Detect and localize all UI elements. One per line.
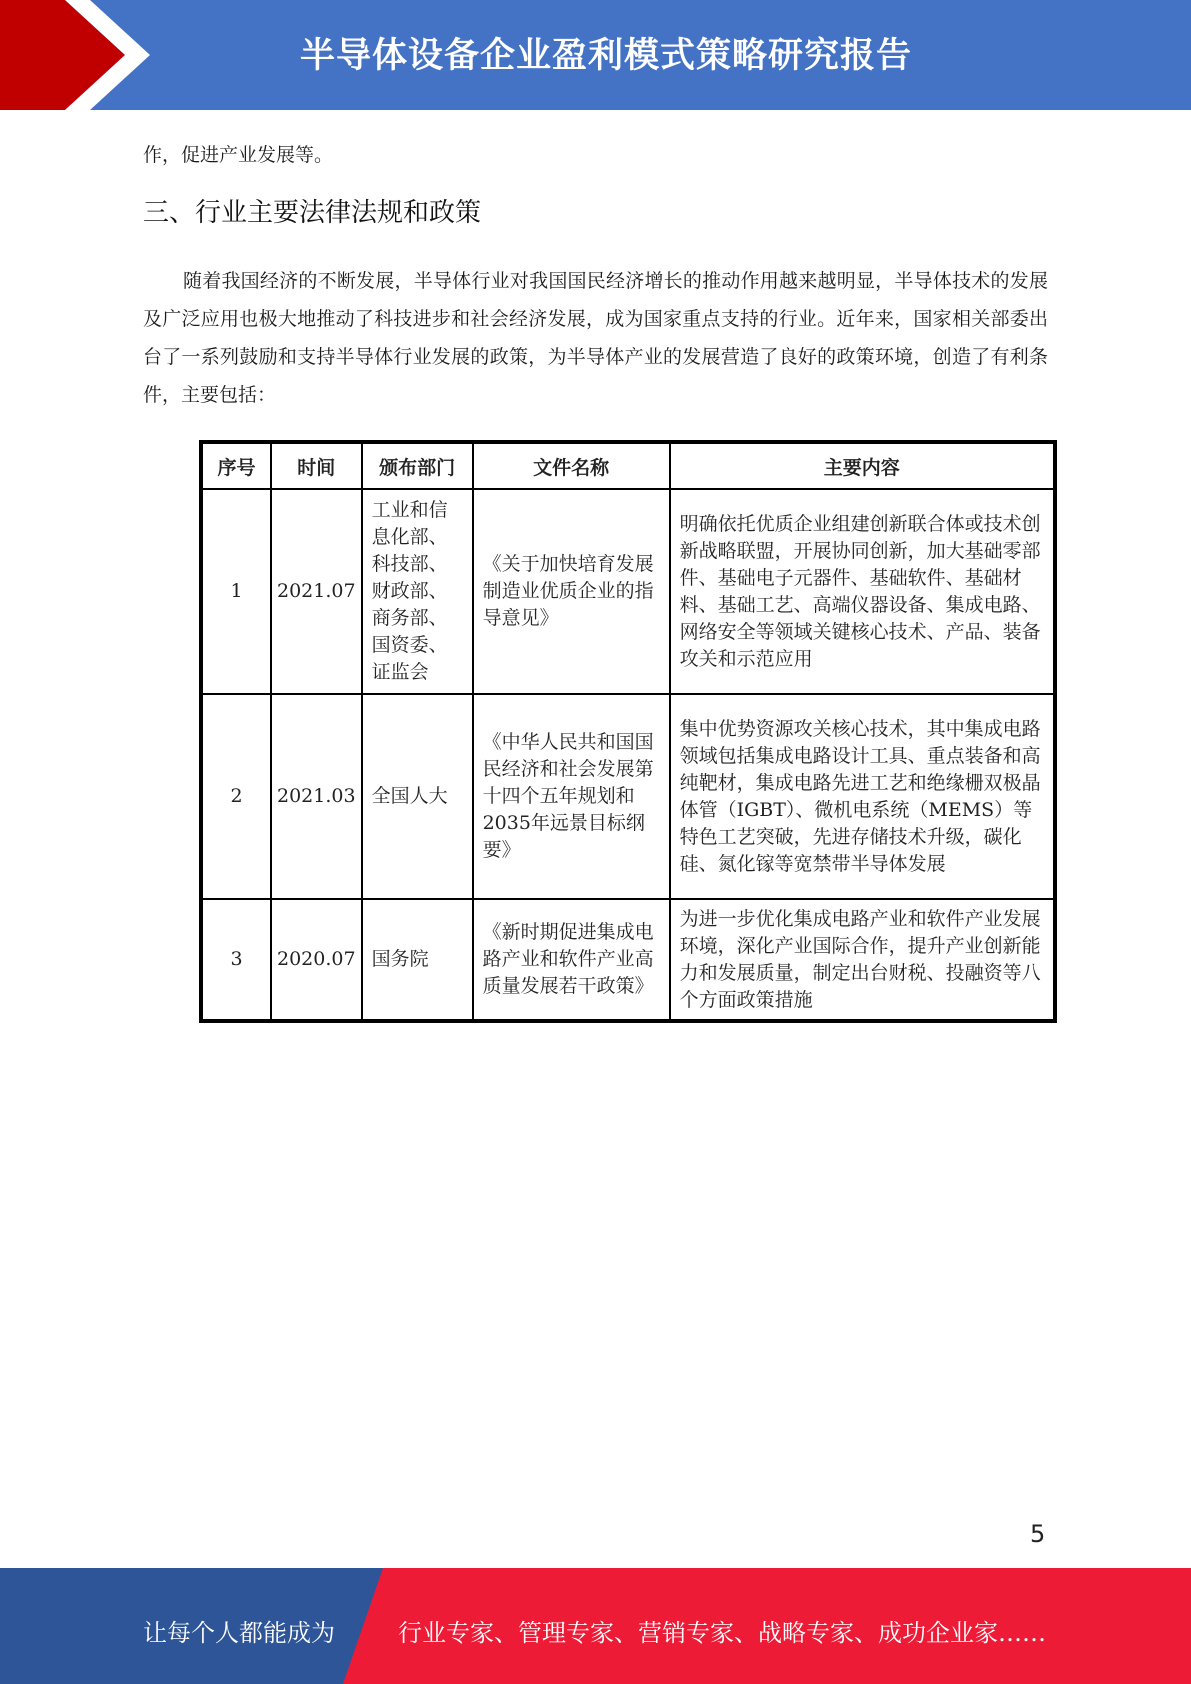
cell-time: 2020.07	[271, 899, 362, 1021]
cell-doc: 《新时期促进集成电路产业和软件产业高质量发展若干政策》	[473, 899, 670, 1021]
footer-slogan-left: 让每个人都能成为	[143, 1619, 335, 1647]
cell-seq: 2	[201, 694, 271, 899]
cell-time: 2021.07	[271, 489, 362, 694]
cell-seq: 1	[201, 489, 271, 694]
cell-doc: 《中华人民共和国国民经济和社会发展第十四个五年规划和2035年远景目标纲要》	[473, 694, 670, 899]
cell-content: 为进一步优化集成电路产业和软件产业发展环境，深化产业国际合作，提升产业创新能力和发展质量，制定出台财税、投融资等八个方面政策措施	[670, 899, 1055, 1021]
report-title: 半导体设备企业盈利模式策略研究报告	[300, 36, 913, 76]
header-doc: 文件名称	[473, 442, 670, 489]
continued-text: 作，促进产业发展等。	[143, 144, 334, 166]
footer-slogan-right: 行业专家、管理专家、营销专家、战略专家、成功企业家……	[398, 1619, 1046, 1647]
header-time: 时间	[271, 442, 362, 489]
header-seq: 序号	[201, 442, 271, 489]
dept-line: 工业和信	[371, 499, 448, 521]
table-row	[201, 899, 1055, 1021]
header-content: 主要内容	[670, 442, 1055, 489]
table-row	[201, 694, 1055, 899]
table-header-row	[201, 442, 1055, 489]
cell-time: 2021.03	[271, 694, 362, 899]
cell-dept	[362, 899, 473, 1021]
page-header	[0, 0, 1191, 110]
cell-content: 集中优势资源攻关核心技术，其中集成电路领域包括集成电路设计工具、重点装备和高纯靶材，集成电路先进工艺和绝缘栅双极晶体管（IGBT）、微机电系统（MEMS）等特色工艺突破，先进存储技术升级，碳化硅、氮化镓等宽禁带半导体发展	[670, 694, 1055, 899]
policy-table	[199, 440, 1057, 1023]
cell-dept	[362, 489, 473, 694]
dept-line: 全国人大	[371, 785, 448, 807]
page-footer	[0, 1568, 1191, 1684]
header-chevron-decoration	[0, 0, 160, 110]
cell-doc: 《关于加快培育发展制造业优质企业的指导意见》	[473, 489, 670, 694]
table-row	[201, 489, 1055, 694]
section-heading: 三、行业主要法律法规和政策	[143, 198, 482, 228]
dept-line: 息化部、	[371, 526, 448, 548]
dept-line: 国务院	[371, 948, 429, 970]
cell-seq: 3	[201, 899, 271, 1021]
dept-line: 国资委、	[371, 634, 448, 656]
cell-dept	[362, 694, 473, 899]
page-number: 5	[1030, 1520, 1046, 1548]
header-dept: 颁布部门	[362, 442, 473, 489]
dept-line: 科技部、	[371, 553, 448, 575]
intro-paragraph: 随着我国经济的不断发展，半导体行业对我国国民经济增长的推动作用越来越明显，半导体技术的发展及广泛应用也极大地推动了科技进步和社会经济发展，成为国家重点支持的行业。近年来，国家相关部委出台了一系列鼓励和支持半导体行业发展的政策，为半导体产业的发展营造了良好的政策环境，创造了有利条件，主要包括：	[143, 270, 1048, 406]
dept-line: 财政部、	[371, 580, 448, 602]
dept-line: 证监会	[371, 661, 429, 683]
dept-line: 商务部、	[371, 607, 448, 629]
cell-content: 明确依托优质企业组建创新联合体或技术创新战略联盟，开展协同创新，加大基础零部件、基础电子元器件、基础软件、基础材料、基础工艺、高端仪器设备、集成电路、网络安全等领域关键核心技术、产品、装备攻关和示范应用	[670, 489, 1055, 694]
